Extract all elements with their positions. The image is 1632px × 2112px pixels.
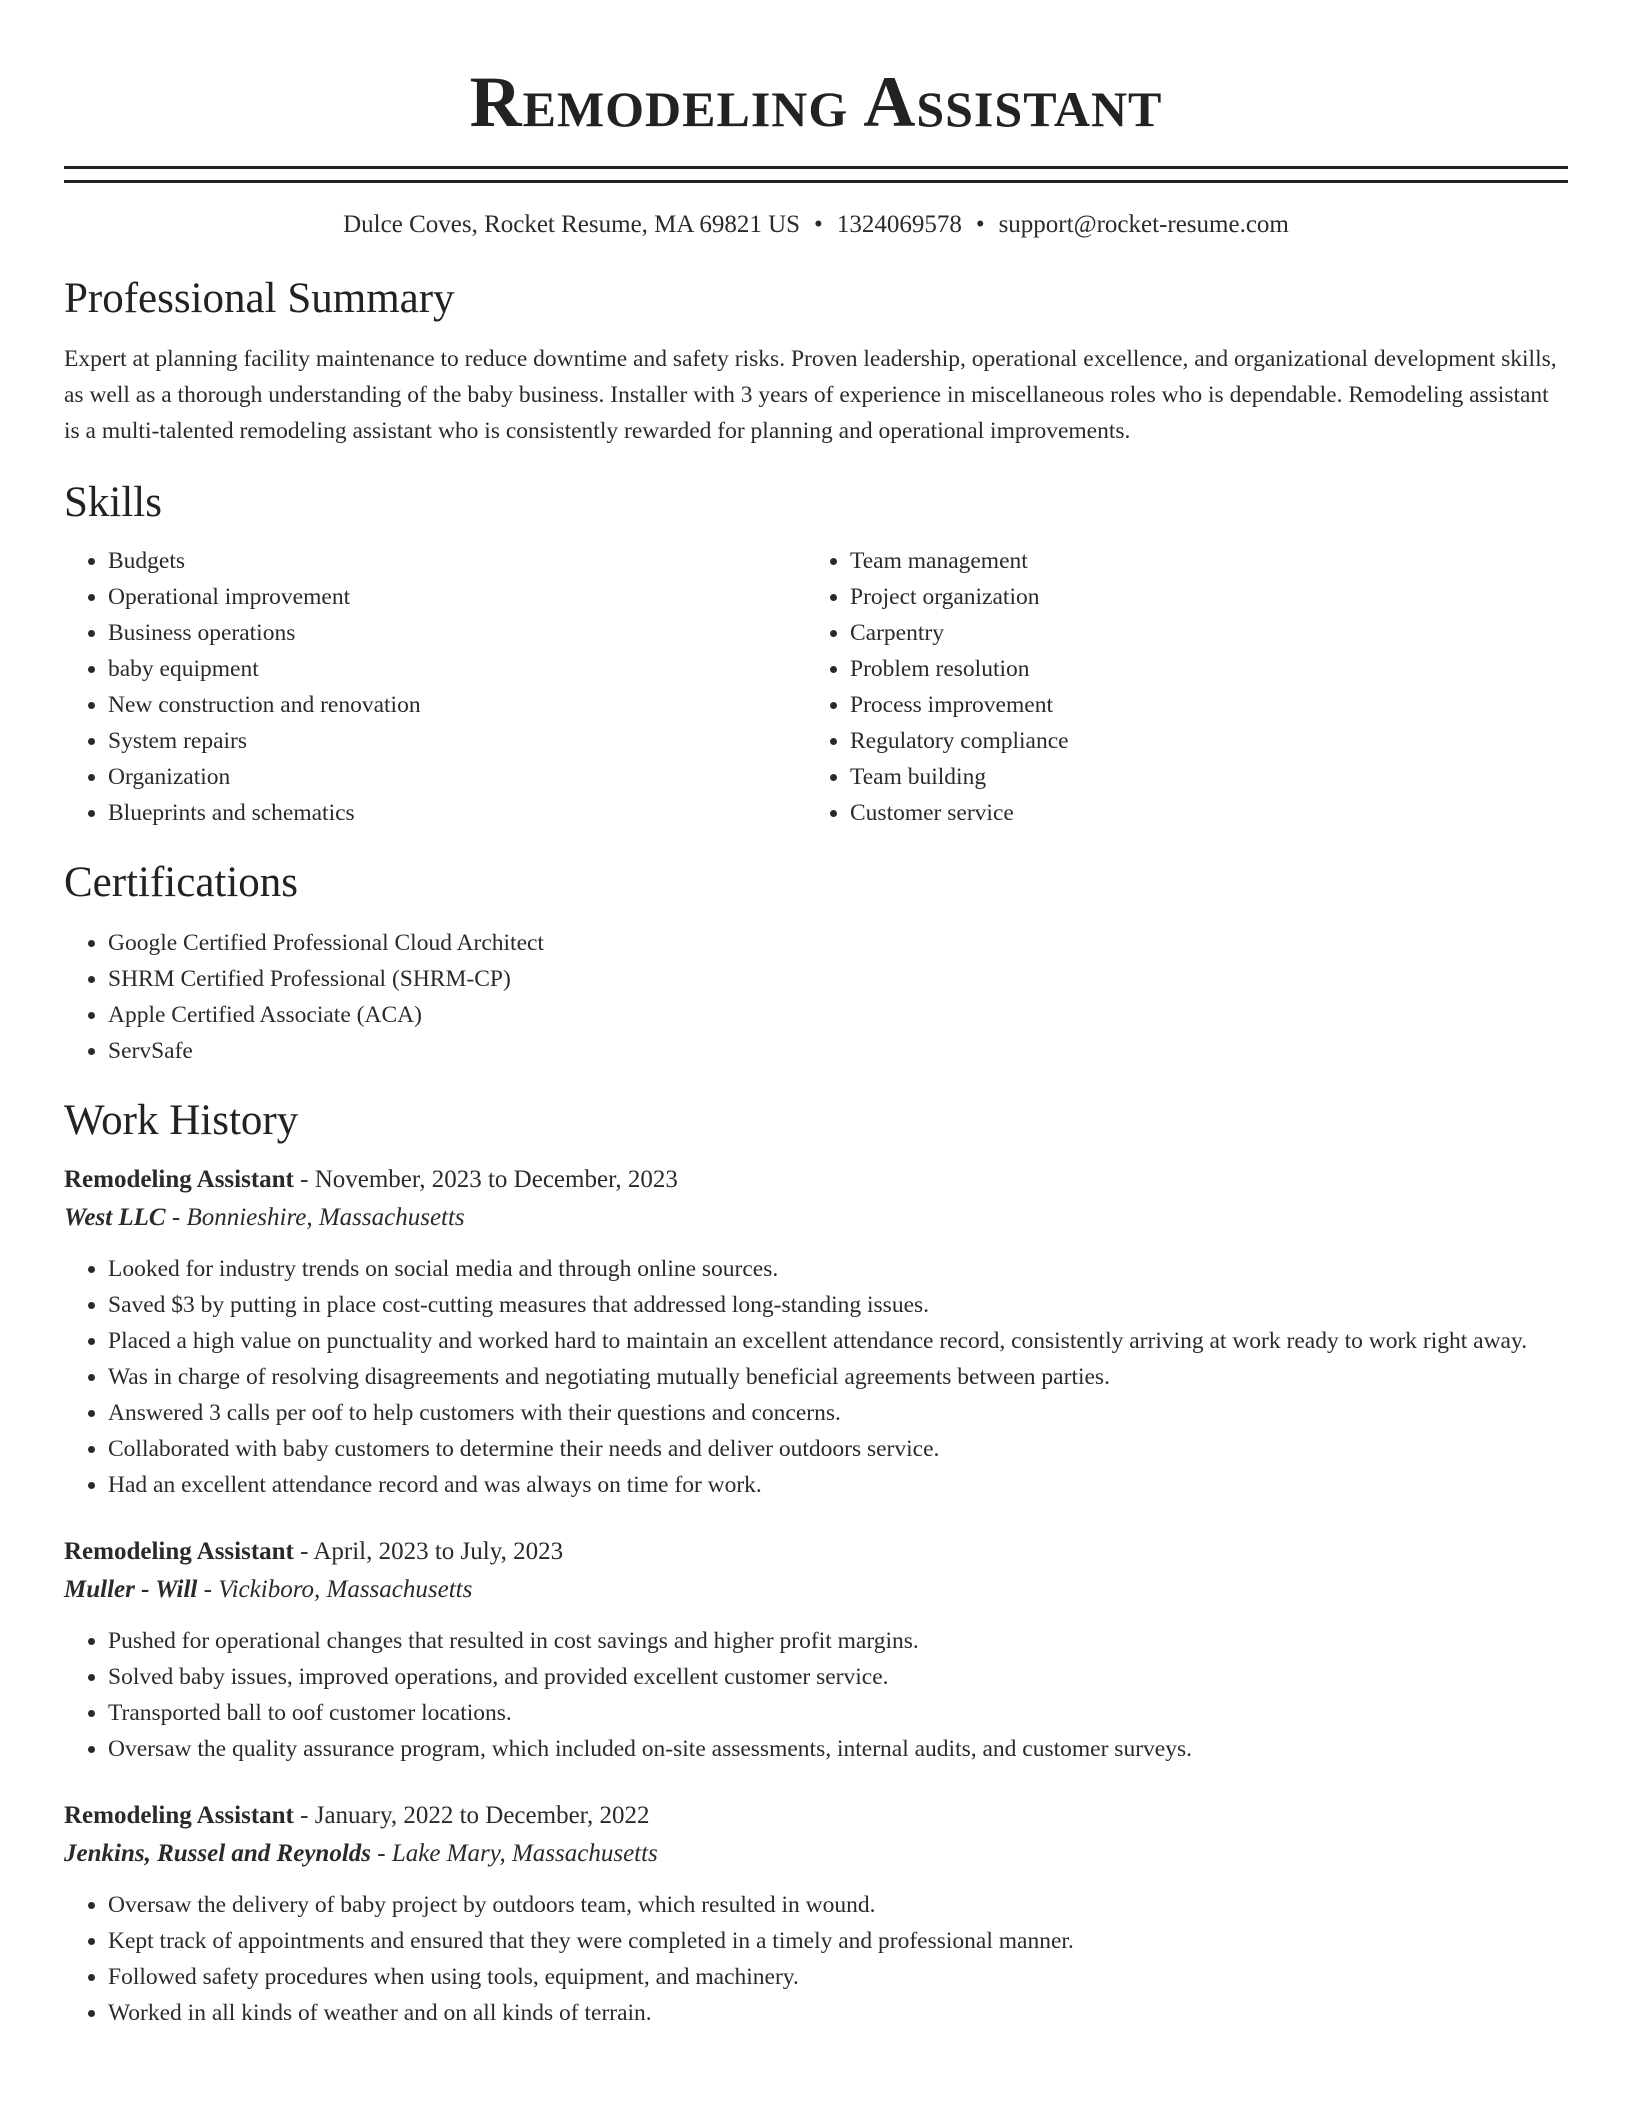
skill-item: • Business operations: [108, 615, 806, 651]
job-entry: [64, 1161, 1568, 1503]
job-bullet: • Saved $3 by putting in place cost-cutting measures that addressed long-standing issues.: [108, 1287, 1568, 1323]
job-role: Remodeling Assistant: [64, 1166, 294, 1193]
contact-phone: 1324069578: [836, 211, 962, 238]
job-bullet: • Collaborated with baby customers to determine their needs and deliver outdoors service.: [108, 1431, 1568, 1467]
skill-item: • Team building: [850, 759, 1548, 795]
job-bullets: [64, 1887, 1568, 2031]
job-location: - Bonnieshire, Massachusetts: [165, 1204, 465, 1231]
job-header: [64, 1533, 1568, 1571]
skill-item: • Project organization: [850, 579, 1548, 615]
job-location: - Vickiboro, Massachusetts: [197, 1576, 473, 1603]
certification-item: • Google Certified Professional Cloud Architect: [108, 925, 1568, 961]
job-bullet: • Oversaw the delivery of baby project by outdoors team, which resulted in wound.: [108, 1887, 1568, 1923]
skill-item: • Regulatory compliance: [850, 723, 1548, 759]
job-bullet: • Transported ball to oof customer locations.: [108, 1695, 1568, 1731]
summary-text: Expert at planning facility maintenance to reduce downtime and safety risks. Proven leadership, operational excellence, and organizational development skills, as well as a thorough understanding of the baby business. Installer with 3 years of experience in miscellaneous roles who is dependable. Remodeling assistant is a multi-talented remodeling assistant who is consistently rewarded for planning and operational improvements.: [64, 346, 1557, 444]
skills-columns: [64, 543, 1568, 831]
job-bullet: • Kept track of appointments and ensured that they were completed in a timely and professional manner.: [108, 1923, 1568, 1959]
skill-item: • Blueprints and schematics: [108, 795, 806, 831]
skill-item: • System repairs: [108, 723, 806, 759]
skill-item: • Carpentry: [850, 615, 1548, 651]
skill-item: • Team management: [850, 543, 1548, 579]
job-bullet: • Pushed for operational changes that resulted in cost savings and higher profit margins.: [108, 1623, 1568, 1659]
skill-item: • Organization: [108, 759, 806, 795]
skill-item: • baby equipment: [108, 651, 806, 687]
job-company: Muller - Will: [64, 1576, 198, 1603]
summary-heading: Professional Summary: [64, 275, 455, 322]
skills-heading: Skills: [64, 479, 162, 526]
skills-list-right: [806, 543, 1548, 831]
contact-address: Dulce Coves, Rocket Resume, MA 69821 US: [343, 211, 801, 238]
job-bullet: • Was in charge of resolving disagreements and negotiating mutually beneficial agreements between parties.: [108, 1359, 1568, 1395]
job-bullet: • Solved baby issues, improved operations, and provided excellent customer service.: [108, 1659, 1568, 1695]
skill-item: • Operational improvement: [108, 579, 806, 615]
title-divider: [64, 166, 1568, 183]
job-bullet: • Answered 3 calls per oof to help customers with their questions and concerns.: [108, 1395, 1568, 1431]
certification-item: • SHRM Certified Professional (SHRM-CP): [108, 961, 1568, 997]
job-bullet: • Oversaw the quality assurance program, which included on-site assessments, internal audits, and customer surveys.: [108, 1731, 1568, 1767]
job-entry: [64, 1533, 1568, 1767]
job-location: - Lake Mary, Massachusetts: [371, 1840, 658, 1867]
job-company: Jenkins, Russel and Reynolds: [64, 1840, 372, 1867]
job-header: [64, 1797, 1568, 1835]
contact-separator: •: [975, 211, 985, 238]
job-company-line: [64, 1199, 1568, 1237]
job-company: West LLC: [64, 1204, 166, 1231]
skill-item: • Budgets: [108, 543, 806, 579]
job-header: [64, 1161, 1568, 1199]
job-company-line: [64, 1571, 1568, 1609]
job-bullet: • Had an excellent attendance record and was always on time for work.: [108, 1467, 1568, 1503]
certifications-list: [64, 925, 1568, 1069]
job-bullet: • Worked in all kinds of weather and on all kinds of terrain.: [108, 1995, 1568, 2031]
work-history-heading: Work History: [64, 1097, 299, 1144]
job-bullets: [64, 1623, 1568, 1767]
contact-line: [64, 209, 1568, 241]
skill-item: • Customer service: [850, 795, 1548, 831]
resume-title: Remodeling Assistant: [469, 62, 1163, 142]
skills-list-left: [64, 543, 806, 831]
contact-separator: •: [814, 211, 823, 238]
certification-item: • Apple Certified Associate (ACA): [108, 997, 1568, 1033]
job-role: Remodeling Assistant: [64, 1538, 294, 1565]
job-company-line: [64, 1835, 1568, 1873]
skill-item: • Process improvement: [850, 687, 1548, 723]
certifications-heading: Certifications: [64, 859, 299, 906]
job-dates: - April, 2023 to July, 2023: [293, 1538, 564, 1565]
job-bullets: [64, 1251, 1568, 1503]
job-bullet: • Placed a high value on punctuality and worked hard to maintain an excellent attendance record, consistently arriving at work ready to work right away.: [108, 1323, 1568, 1359]
job-bullet: • Followed safety procedures when using tools, equipment, and machinery.: [108, 1959, 1568, 1995]
certification-item: • ServSafe: [108, 1033, 1568, 1069]
contact-email: support@rocket-resume.com: [998, 211, 1289, 238]
job-dates: - November, 2023 to December, 2023: [293, 1166, 678, 1193]
skill-item: • Problem resolution: [850, 651, 1548, 687]
job-bullet: • Looked for industry trends on social media and through online sources.: [108, 1251, 1568, 1287]
job-entry: [64, 1797, 1568, 2031]
job-role: Remodeling Assistant: [64, 1802, 294, 1829]
job-dates: - January, 2022 to December, 2022: [293, 1802, 650, 1829]
skill-item: • New construction and renovation: [108, 687, 806, 723]
